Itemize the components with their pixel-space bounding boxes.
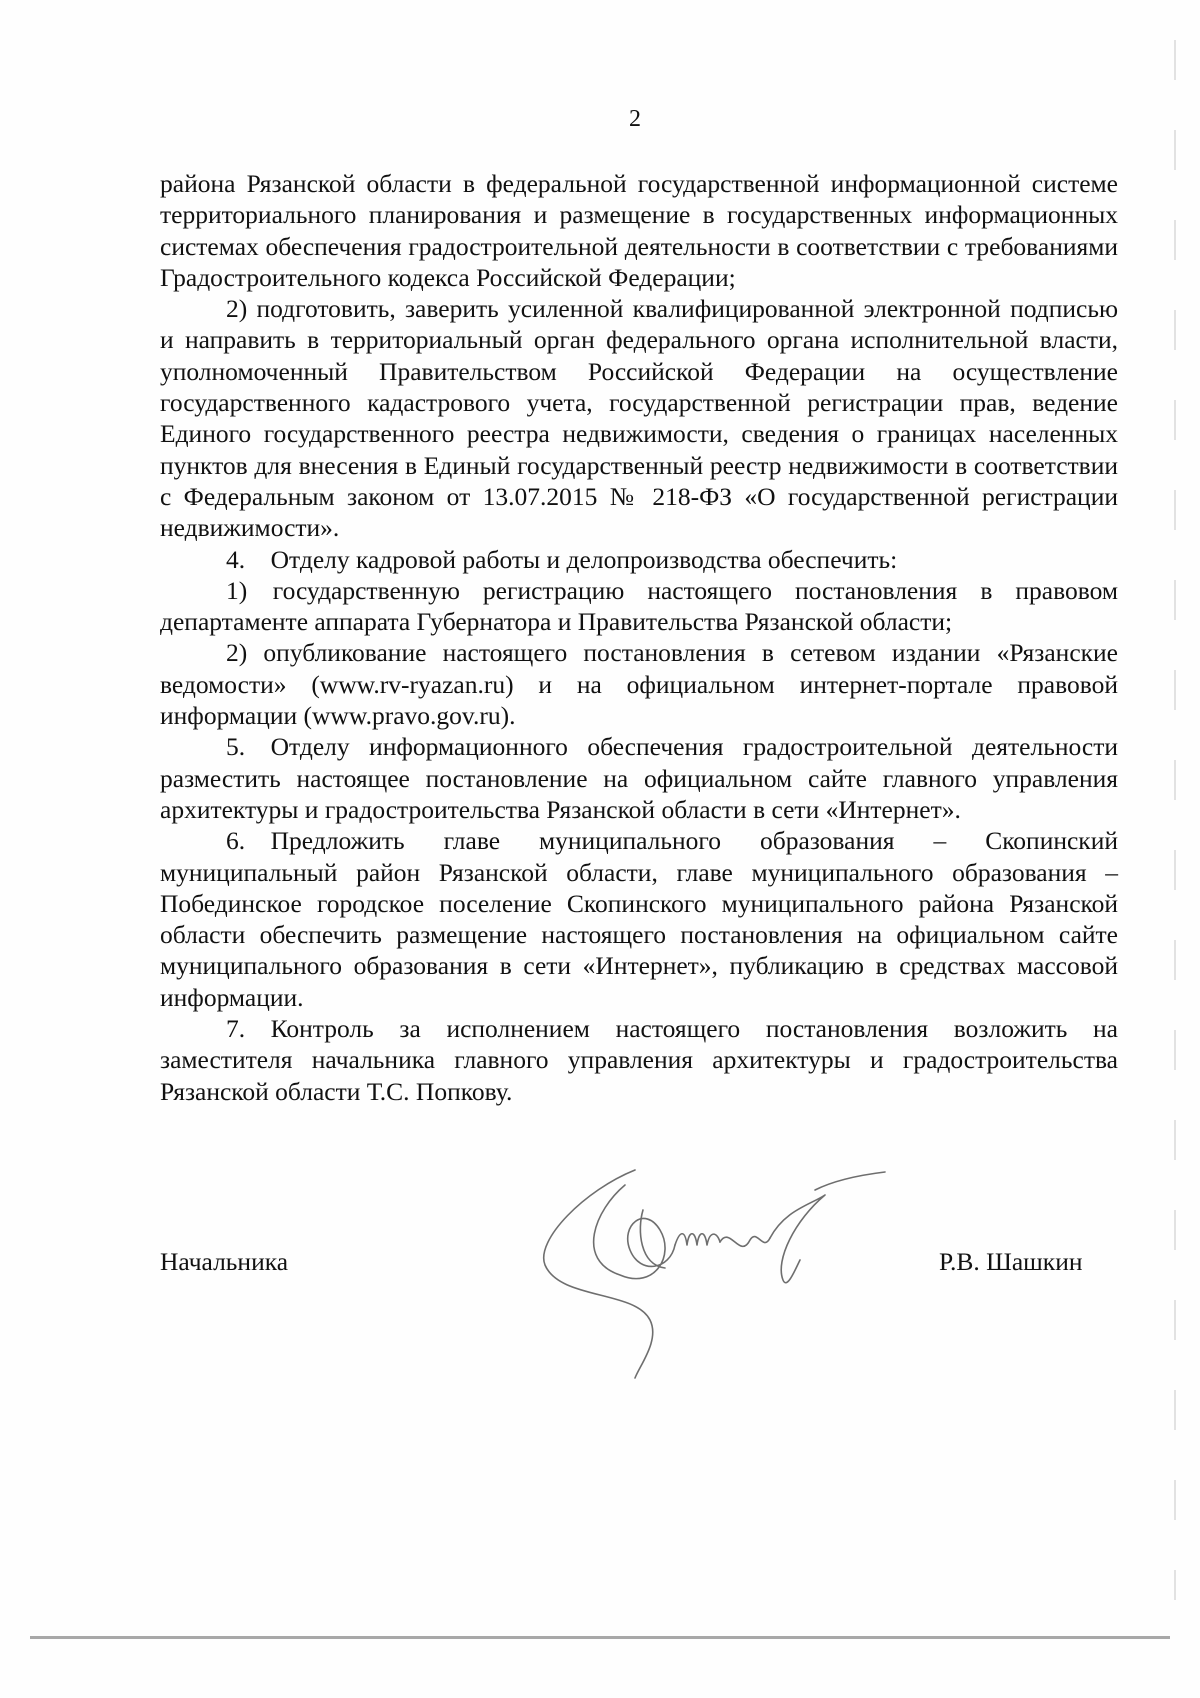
document-body <box>160 168 1118 1107</box>
paragraph-item-4-2: 2) опубликование настоящего постановления в сетевом издании «Рязанские ведомости» (www.rv-ryazan.ru) и на официальном интернет-портале правовой информации (www.pravo.gov.ru). <box>160 638 1118 731</box>
signatory-title: Начальника <box>160 1247 289 1276</box>
paragraph-item-7: 7. Контроль за исполнением настоящего постановления возложить на заместителя начальника главного управления архитектуры и градостроительства Рязанской области Т.С. Попкову. <box>160 1014 1118 1106</box>
scan-bottom-edge <box>30 1636 1170 1639</box>
paragraph-item-6: 6. Предложить главе муниципального образования – Скопинский муниципальный район Рязанской области, главе муниципального образования – Побединское городское поселение Скопинского муниципального района Рязанской области обеспечить размещение настоящего постановления на официальном сайте муниципального образования в сети «Интернет», публикацию в средствах массовой информации. <box>160 826 1118 1012</box>
paragraph-item-4-1: 1) государственную регистрацию настоящего постановления в правовом департаменте аппарата Губернатора и Правительства Рязанской области; <box>160 575 1118 637</box>
paragraph-item-2-submit: 2) подготовить, заверить усиленной квалифицированной электронной подписью и направить в территориальный орган федерального органа исполнительной власти, уполномоченный Правительством Российской Федерации на осуществление государственного кадастрового учета, государственной регистрации прав, ведение Единого государственного реестра недвижимости, сведения о границах населенных пунктов для внесения в Единый государственный реестр недвижимости в соответствии с Федеральным законом от 13.07.2015 № 218-ФЗ «О государственной регистрации недвижимости». <box>160 294 1118 543</box>
page-number: 2 <box>629 106 641 132</box>
handwritten-signature <box>525 1150 895 1380</box>
signatory-name: Р.В. Шашкин <box>939 1247 1083 1276</box>
paragraph-item-5: 5. Отделу информационного обеспечения градостроительной деятельности разместить настоящее постановление на официальном сайте главного управления архитектуры и градостроительства Рязанской области в сети «Интернет». <box>160 732 1118 824</box>
paragraph-item-4: 4. Отделу кадровой работы и делопроизводства обеспечить: <box>226 544 898 574</box>
scan-edge-artifact <box>1174 40 1176 1600</box>
paragraph-continuation: района Рязанской области в федеральной государственной информационной системе территориального планирования и размещение в государственных информационных системах обеспечения градостроительной деятельности в соответствии с требованиями Градостроительного кодекса Российской Федерации; <box>160 169 1118 292</box>
